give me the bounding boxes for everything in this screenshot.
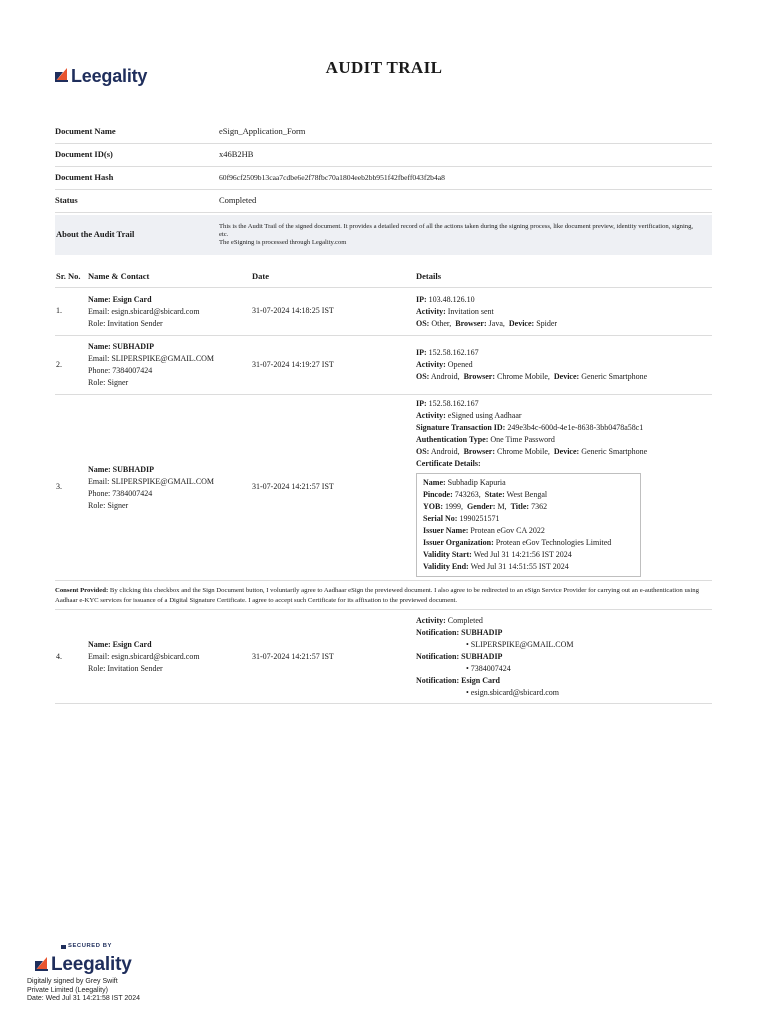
detail-os: OS: Other, Browser: Java, Device: Spider <box>416 318 558 328</box>
digital-signature-stamp <box>27 943 140 1004</box>
footer-logo <box>35 952 140 978</box>
about-audit-trail <box>55 215 712 255</box>
about-line: This is the Audit Trail of the signed document. It provides a detailed record of all the actions taken during the signing process, like document preview, identity verification, signing, etc. <box>219 222 694 238</box>
header-date: Date <box>252 270 269 281</box>
detail-cert-heading: Certificate Details: <box>416 459 481 468</box>
contact-email: Email: SLIPERSPIKE@GMAIL.COM <box>88 354 215 363</box>
detail-os: OS: Android, Browser: Chrome Mobile, Device: Generic Smartphone <box>416 372 648 381</box>
row-details <box>416 398 712 577</box>
detail-activity: Activity: Opened <box>416 360 473 369</box>
row-sr: 3. <box>56 482 62 492</box>
detail-ip: IP: 103.48.126.10 <box>416 294 475 304</box>
table-row <box>55 288 712 336</box>
meta-label: Document Hash <box>55 172 114 183</box>
contact-phone: Phone: 7384007424 <box>88 366 153 375</box>
about-label: About the Audit Trail <box>56 229 135 240</box>
cert-issuer-org: Issuer Organization: Protean eGov Technologies Limited <box>423 538 612 547</box>
audit-table <box>55 266 712 704</box>
cert-issuer: Issuer Name: Protean eGov CA 2022 <box>423 526 545 535</box>
contact-name: Name: Esign Card <box>88 294 152 304</box>
row-date: 31-07-2024 14:21:57 IST <box>252 482 334 492</box>
document-name-value: eSign_Application_Form <box>219 126 306 137</box>
contact-email: Email: esign.sbicard@sbicard.com <box>88 651 200 661</box>
row-details <box>416 347 712 383</box>
meta-label: Document ID(s) <box>55 149 113 160</box>
notification-item: • esign.sbicard@sbicard.com <box>466 687 560 697</box>
consent-statement <box>55 581 712 610</box>
logo-text: Leegality <box>71 66 148 86</box>
detail-os: OS: Android, Browser: Chrome Mobile, Device: Generic Smartphone <box>416 447 648 456</box>
contact-email: Email: SLIPERSPIKE@GMAIL.COM <box>88 476 215 486</box>
row-sr: 1. <box>56 306 62 316</box>
page-title: AUDIT TRAIL <box>325 58 443 77</box>
lock-icon <box>61 945 66 949</box>
contact-role: Role: Invitation Sender <box>88 318 163 328</box>
footer-logo-text: Leegality <box>51 953 132 975</box>
meta-row-status <box>55 190 712 213</box>
leegality-mark-icon <box>35 957 49 973</box>
meta-label: Status <box>55 195 78 206</box>
secured-by-label: SECURED BY <box>61 943 140 951</box>
cert-validity-start: Validity Start: Wed Jul 31 14:21:56 IST 2024 <box>423 550 572 559</box>
about-line: The eSigning is processed through Legality.com <box>219 239 347 247</box>
meta-label: Document Name <box>55 126 116 137</box>
detail-notification: Notification: SUBHADIP <box>416 651 503 661</box>
detail-signature-txn: Signature Transaction ID: 249e3b4c-600d-4e1e-8638-3bb0478a58c1 <box>416 423 644 432</box>
certificate-box <box>416 473 641 577</box>
notification-item: • SLIPERSPIKE@GMAIL.COM <box>466 639 574 649</box>
detail-notification: Notification: Esign Card <box>416 675 500 685</box>
row-details <box>416 294 712 330</box>
row-date: 31-07-2024 14:19:27 IST <box>252 359 334 369</box>
consent-label: Consent Provided: <box>55 587 109 594</box>
row-details <box>416 615 712 699</box>
table-header <box>55 266 712 288</box>
signature-details <box>27 978 140 1003</box>
cert-name: Name: Subhadip Kapuria <box>423 478 506 487</box>
table-row <box>55 395 712 581</box>
document-hash-value: 60f96cf2509b13caa7cdbe6e2f78fbc70a1804eeb2bb951f42fbeff043f2b4a8 <box>219 172 445 182</box>
row-contact <box>88 294 252 330</box>
row-sr: 4. <box>56 651 62 661</box>
contact-name: Name: SUBHADIP <box>88 464 154 474</box>
status-value: Completed <box>219 195 257 206</box>
signature-line: Private Limited (Leegality) <box>27 986 108 994</box>
cert-pincode: Pincode: 743263, State: West Bengal <box>423 490 548 499</box>
row-sr: 2. <box>56 359 62 369</box>
contact-role: Role: Signer <box>88 378 129 387</box>
detail-ip: IP: 152.58.162.167 <box>416 348 479 357</box>
cert-validity-end: Validity End: Wed Jul 31 14:51:55 IST 2024 <box>423 562 569 571</box>
table-row <box>55 336 712 395</box>
cert-serial: Serial No: 1990251571 <box>423 514 500 523</box>
about-text <box>219 223 712 248</box>
notification-item: • 7384007424 <box>466 663 511 673</box>
row-contact <box>88 341 252 389</box>
contact-role: Role: Signer <box>88 500 129 510</box>
meta-row-document-hash <box>55 167 712 190</box>
header-name: Name & Contact <box>88 270 150 281</box>
detail-activity: Activity: Invitation sent <box>416 306 494 316</box>
cert-yob: YOB: 1999, Gender: M, Title: 7362 <box>423 502 548 511</box>
signature-date: Date: Wed Jul 31 14:21:58 IST 2024 <box>27 995 140 1003</box>
contact-role: Role: Invitation Sender <box>88 663 163 673</box>
header-details: Details <box>416 270 442 281</box>
contact-email: Email: esign.sbicard@sbicard.com <box>88 306 200 316</box>
document-id-value: x46B2HB <box>219 149 254 160</box>
row-date: 31-07-2024 14:21:57 IST <box>252 651 334 661</box>
row-contact <box>88 639 252 675</box>
detail-auth-type: Authentication Type: One Time Password <box>416 435 555 444</box>
meta-row-document-id <box>55 144 712 167</box>
row-date: 31-07-2024 14:18:25 IST <box>252 306 334 316</box>
detail-activity: Activity: eSigned using Aadhaar <box>416 411 522 420</box>
row-contact <box>88 464 252 512</box>
document-meta <box>55 121 712 255</box>
meta-row-document-name <box>55 121 712 144</box>
header-sr: Sr. No. <box>56 270 81 281</box>
signature-line: Digitally signed by Grey Swift <box>27 978 118 986</box>
detail-activity: Activity: Completed <box>416 615 483 625</box>
contact-name: Name: Esign Card <box>88 639 152 649</box>
table-row <box>55 610 712 704</box>
consent-text: By clicking this checkbox and the Sign Document button, I voluntarily agree to Aadhaar eSign the previewed document. I also agree to be redirected to an eSign Service Provider for carrying out an e-authentication using Aadhaar e-KYC services for issuance of a Digital Signature Certificate. I agree to accept such Certificate for its affixation to the previewed document. <box>55 587 699 604</box>
detail-ip: IP: 152.58.162.167 <box>416 399 479 408</box>
detail-notification: Notification: SUBHADIP <box>416 627 503 637</box>
contact-phone: Phone: 7384007424 <box>88 488 153 498</box>
contact-name: Name: SUBHADIP <box>88 342 154 351</box>
